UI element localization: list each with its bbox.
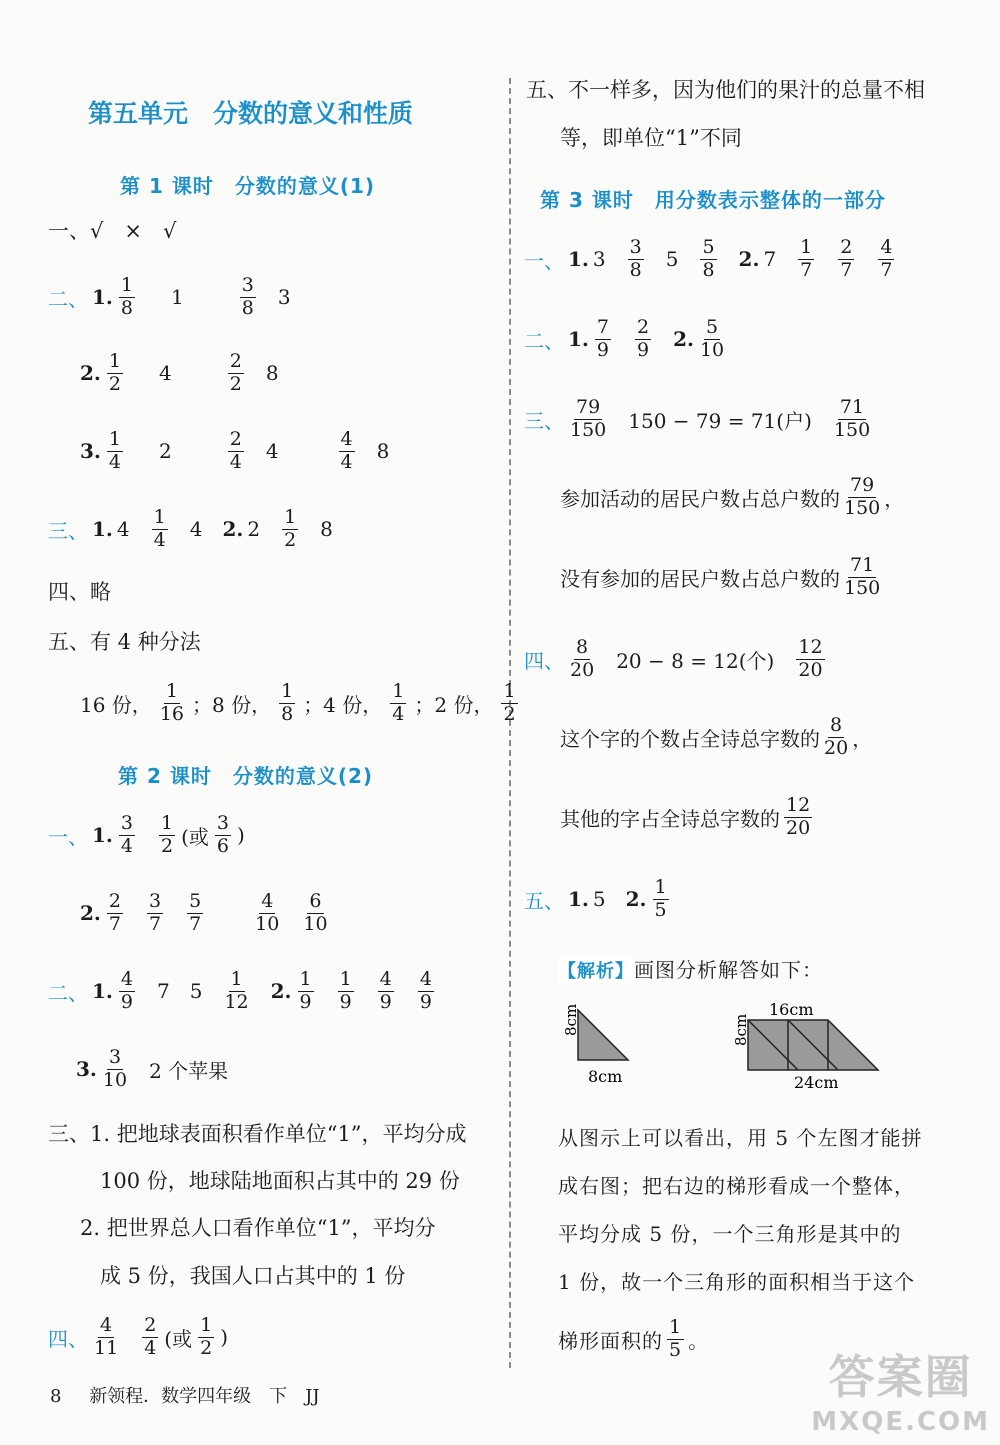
page-number: 8 xyxy=(50,1386,62,1407)
q5-line2: 等，即单位“1”不同 xyxy=(560,126,742,150)
book-name: 新领程．数学四年级 下 JJ xyxy=(89,1386,320,1407)
l2-q3-2b: 成 5 份，我国人口占其中的 1 份 xyxy=(100,1264,406,1288)
l3-q3: 三、 $\frac{79}{150}$ 150 − 79 = 71(户) $\frac{71}{150}$ xyxy=(524,396,871,441)
analysis-p3: 平均分成 5 份，一个三角形是其中的 xyxy=(558,1222,902,1246)
small-triangle-base: 8cm xyxy=(588,1067,623,1086)
analysis-p1: 从图示上可以看出，用 5 个左图才能拼 xyxy=(558,1126,923,1150)
l1-q5: 五、有 4 种分法 xyxy=(48,630,201,654)
l2-q3-2a: 2. 把世界总人口看作单位“1”，平均分 xyxy=(80,1216,436,1240)
l2-q3-1b: 100 份，地球陆地面积占其中的 29 份 xyxy=(100,1169,460,1193)
l2-q4: 四、 $\frac{4}{11}$ $\frac{2}{4}$ (或 $\frac{1}{2}$ ) xyxy=(48,1314,228,1359)
l3-q1: 一、 1. 3 $\frac{3}{8}$ 5 $\frac{5}{8}$ 2. 7 $\frac{1}{7}$ $\frac{2}{7}$ $\frac{4}{7}$ xyxy=(524,236,893,281)
small-triangle xyxy=(578,1010,628,1060)
l1-q4: 四、略 xyxy=(48,580,111,604)
trapezoid-top: 16cm xyxy=(769,1000,814,1019)
trapezoid-height: 8cm xyxy=(732,1013,750,1046)
trapezoid-base: 24cm xyxy=(794,1073,839,1092)
watermark-url: MXQE.COM xyxy=(811,1407,990,1437)
l3-q4: 四、 $\frac{8}{20}$ 20 − 8 = 12(个) $\frac{12}{20}$ xyxy=(524,636,823,681)
l3-q4-text1: 这个字的个数占全诗总字数的 $\frac{8}{20}$ ， xyxy=(560,714,873,759)
watermark xyxy=(811,1341,990,1437)
l1-q1: 一、√ × √ xyxy=(48,219,177,243)
lesson3-title: 第 3 课时 用分数表示整体的一部分 xyxy=(540,188,886,212)
small-triangle-figure xyxy=(562,1004,628,1086)
lesson2-title: 第 2 课时 分数的意义(2) xyxy=(118,764,374,788)
analysis-p4: 1 份，故一个三角形的面积相当于这个 xyxy=(558,1270,916,1294)
trapezoid-figure xyxy=(732,1000,878,1092)
analysis-p5: 梯形面积的 $\frac{1}{5}$ 。 xyxy=(558,1316,710,1361)
l1-q3: 三、 1. 4 $\frac{1}{4}$ 4 2. 2 $\frac{1}{2}$ 8 xyxy=(48,506,333,551)
l1-q5-detail: 16 份， $\frac{1}{16}$ ；8 份， $\frac{1}{8}$ ；4 份， $\frac{1}{4}$ ；2 份， $\frac{1}{2}$ xyxy=(80,680,516,725)
l3-q3-text1: 参加活动的居民户数占总户数的 $\frac{79}{150}$ ， xyxy=(560,474,905,519)
watermark-logo: 答案圈 xyxy=(828,1350,973,1404)
l2-q1-1: 一、 1. $\frac{3}{4}$ $\frac{1}{2}$ (或 $\frac{3}{6}$ ) xyxy=(48,812,245,857)
small-triangle-height: 8cm xyxy=(562,1003,580,1036)
l1-q2-3: 3. $\frac{1}{4}$ 2 $\frac{2}{4}$ 4 $\frac{4}{4}$ 8 xyxy=(80,428,390,473)
lesson1-title: 第 1 课时 分数的意义(1) xyxy=(120,174,376,198)
analysis-p2: 成右图；把右边的梯形看成一个整体， xyxy=(558,1174,915,1198)
l3-q4-text2: 其他的字占全诗总字数的 $\frac{12}{20}$ xyxy=(560,794,811,839)
l1-q2-2: 2. $\frac{1}{2}$ 4 $\frac{2}{2}$ 8 xyxy=(80,350,279,395)
label-2: 二、 xyxy=(48,286,88,311)
q5-line1: 五、不一样多，因为他们的果汁的总量不相 xyxy=(526,78,925,102)
l2-q2-3: 3. $\frac{3}{10}$ 2 个苹果 xyxy=(76,1046,229,1091)
l3-q3-text2: 没有参加的居民户数占总户数的 $\frac{71}{150}$ xyxy=(560,554,881,599)
analysis-intro: 【解析】画图分析解答如下： xyxy=(558,958,823,982)
l2-q2-1: 二、 1. $\frac{4}{9}$ 7 5 $\frac{1}{12}$ 2. $\frac{1}{9}$ $\frac{1}{9}$ $\frac{4}{9}$ $\frac{4}{9}$ xyxy=(48,968,432,1013)
analysis-badge: 【解析】 xyxy=(558,957,634,983)
l3-q2: 二、 1. $\frac{7}{9}$ $\frac{2}{9}$ 2. $\frac{5}{10}$ xyxy=(524,316,725,361)
footer xyxy=(50,1382,320,1408)
l3-q5: 五、 1. 5 2. $\frac{1}{5}$ xyxy=(524,876,667,921)
unit-title: 第五单元 分数的意义和性质 xyxy=(88,99,414,128)
l1-q2-1: 二、 1. $\frac{1}{8}$ 1 $\frac{3}{8}$ 3 xyxy=(48,274,291,319)
l2-q3-1a: 三、1. 把地球表面积看作单位“1”，平均分成 xyxy=(48,1122,467,1146)
area-figure xyxy=(554,996,894,1092)
l2-q1-2: 2. $\frac{2}{7}$ $\frac{3}{7}$ $\frac{5}{7}$ $\frac{4}{10}$ $\frac{6}{10}$ xyxy=(80,890,328,935)
